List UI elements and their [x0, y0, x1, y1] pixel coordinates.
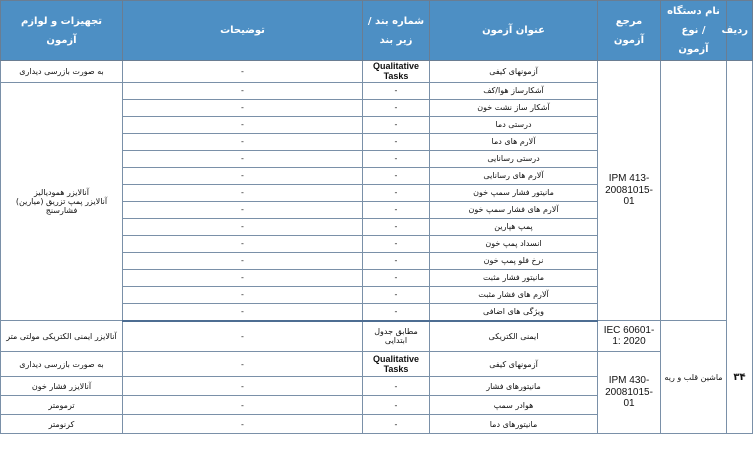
test-title-cell: پمپ هپارین	[430, 218, 598, 235]
test-title-cell: آشکارساز هوا/کف	[430, 82, 598, 99]
description-cell: -	[123, 184, 363, 201]
description-cell: -	[123, 99, 363, 116]
description-cell: -	[123, 321, 363, 352]
clause-cell: -	[363, 116, 430, 133]
description-cell: -	[123, 82, 363, 99]
clause-cell: -	[363, 377, 430, 396]
test-title-cell: درستی دما	[430, 116, 598, 133]
test-title-cell: ایمنی الکتریکی	[430, 321, 598, 352]
equipment-cell: به صورت بازرسی دیداری	[1, 352, 123, 377]
test-title-cell: آلارم های رسانایی	[430, 167, 598, 184]
row-number-cell: ۳۴	[727, 61, 753, 434]
test-title-cell: آشکار ساز نشت خون	[430, 99, 598, 116]
clause-cell: Qualitative Tasks	[363, 61, 430, 83]
description-cell: -	[123, 352, 363, 377]
test-title-cell: آزمونهای کیفی	[430, 61, 598, 83]
clause-cell: -	[363, 167, 430, 184]
test-title-cell: درستی رسانایی	[430, 150, 598, 167]
test-title-cell: آزمونهای کیفی	[430, 352, 598, 377]
description-cell: -	[123, 415, 363, 434]
description-cell: -	[123, 150, 363, 167]
header-test-title: عنوان آزمون	[430, 1, 598, 61]
clause-cell: -	[363, 286, 430, 303]
clause-cell: -	[363, 150, 430, 167]
test-title-cell: آلارم های فشار سمپ خون	[430, 201, 598, 218]
equipment-item: آنالایزر پمپ تزریق (میارین)	[15, 196, 108, 206]
reference-cell: IPM 413-20081015-01	[598, 61, 661, 321]
header-reference: مرجع آزمون	[598, 1, 661, 61]
device-blank-cell	[661, 61, 727, 321]
description-cell: -	[123, 218, 363, 235]
equipment-item: فشارسنج	[45, 206, 78, 216]
header-clause: شماره بند / زیر بند	[363, 1, 430, 61]
equipment-cell: ترمومتر	[1, 396, 123, 415]
header-device: نام دستگاه / نوع آزمون	[661, 1, 727, 61]
test-title-cell: هوادر سمپ	[430, 396, 598, 415]
description-cell: -	[123, 252, 363, 269]
test-title-cell: آلارم های فشار مثبت	[430, 286, 598, 303]
description-cell: -	[123, 167, 363, 184]
clause-cell: مطابق جدول ابتدایی	[363, 321, 430, 352]
header-row-no: ردیف	[727, 1, 753, 61]
description-cell: -	[123, 269, 363, 286]
clause-cell: -	[363, 218, 430, 235]
test-title-cell: آلارم های دما	[430, 133, 598, 150]
clause-cell: -	[363, 184, 430, 201]
table-row	[1, 352, 753, 377]
test-title-cell: نرخ فلو پمپ خون	[430, 252, 598, 269]
test-title-cell: مانیتورهای فشار	[430, 377, 598, 396]
test-title-cell: مانیتور فشار سمپ خون	[430, 184, 598, 201]
clause-cell: -	[363, 269, 430, 286]
reference-cell: IEC 60601-1: 2020	[598, 321, 661, 352]
clause-cell: -	[363, 99, 430, 116]
description-cell: -	[123, 286, 363, 303]
description-cell: -	[123, 396, 363, 415]
clause-cell: Qualitative Tasks	[363, 352, 430, 377]
clause-cell: -	[363, 252, 430, 269]
table-row	[1, 321, 753, 352]
description-cell: -	[123, 303, 363, 321]
reference-cell: IPM 430-20081015-01	[598, 352, 661, 434]
description-cell: -	[123, 133, 363, 150]
equipment-cell: آنالایزر ایمنی الکتریکی مولتی متر	[1, 321, 123, 352]
header-equipment: تجهیزات و لوازم آزمون	[1, 1, 123, 61]
description-cell: -	[123, 61, 363, 83]
device-name-cell: ماشین قلب و ریه	[661, 321, 727, 434]
clause-cell: -	[363, 415, 430, 434]
description-cell: -	[123, 377, 363, 396]
description-cell: -	[123, 201, 363, 218]
header-description: توضیحات	[123, 1, 363, 61]
table-row	[1, 61, 753, 83]
equipment-item: آنالایزر همودیالیز	[34, 187, 89, 197]
test-title-cell: مانیتور فشار مثبت	[430, 269, 598, 286]
clause-cell: -	[363, 201, 430, 218]
test-title-cell: ویژگی های اضافی	[430, 303, 598, 321]
test-title-cell: انسداد پمپ خون	[430, 235, 598, 252]
equipment-cell: به صورت بازرسی دیداری	[1, 61, 123, 83]
clause-cell: -	[363, 235, 430, 252]
equipment-cell: کرنومتر	[1, 415, 123, 434]
test-title-cell: مانیتورهای دما	[430, 415, 598, 434]
clause-cell: -	[363, 303, 430, 321]
clause-cell: -	[363, 396, 430, 415]
header-row	[1, 1, 753, 61]
equipment-cell	[1, 82, 123, 321]
description-cell: -	[123, 116, 363, 133]
description-cell: -	[123, 235, 363, 252]
clause-cell: -	[363, 133, 430, 150]
equipment-cell: آنالایزر فشار خون	[1, 377, 123, 396]
clause-cell: -	[363, 82, 430, 99]
